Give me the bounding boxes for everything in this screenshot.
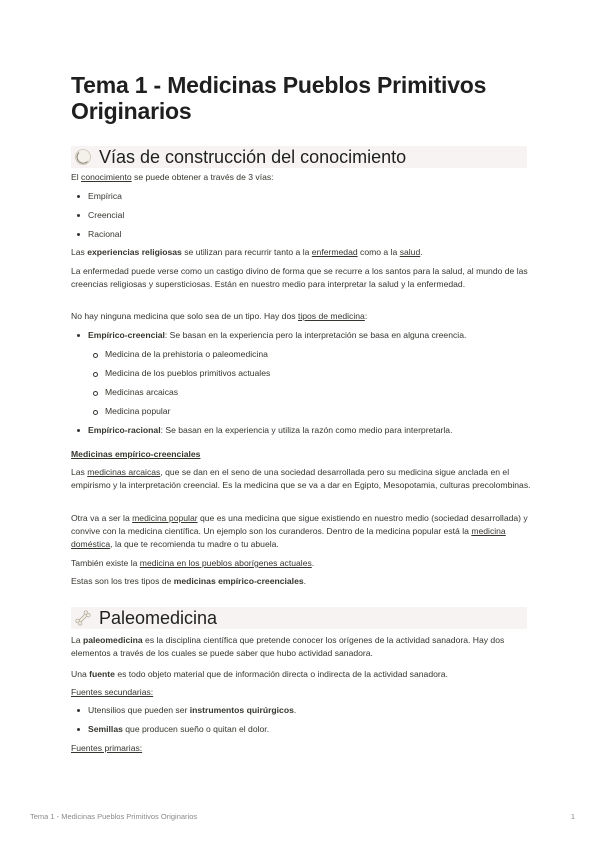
moon-crescent-icon: [73, 147, 93, 167]
paragraph: Una fuente es todo objeto material que de información directa o indirecta de la actividad sanadora.: [71, 669, 448, 679]
section-heading-paleomedicina: [71, 607, 527, 629]
list-item: Utensilios que pueden ser instrumentos quirúrgicos.: [71, 704, 531, 717]
section-heading-vias: [71, 146, 527, 168]
vias-list: [71, 190, 531, 241]
paragraph: Las medicinas arcaicas, que se dan en el seno de una sociedad desarrollada pero su medicina sigue anclada en el empirismo y la interpretación creencial. Es la medicina que se va a dar en Egipto, Mesopotamia, culturas precolombinas.: [71, 467, 531, 490]
page-number: 1: [570, 812, 575, 821]
paragraph: También existe la medicina en los pueblos aborígenes actuales.: [71, 558, 315, 568]
secundarias-list: [71, 704, 531, 736]
sub-list-item: Medicina de la prehistoria o paleomedicina: [71, 348, 531, 361]
tipos-list: [71, 329, 531, 437]
link-medicinas-arcaicas[interactable]: medicinas arcaicas: [87, 467, 161, 477]
link-enfermedad[interactable]: enfermedad: [311, 247, 358, 257]
paragraph: El conocimiento se puede obtener a través de 3 vías:: [71, 172, 274, 182]
link-tipos-de-medicina[interactable]: tipos de medicina: [297, 311, 365, 321]
link-salud[interactable]: salud: [399, 247, 421, 257]
page-title: Tema 1 - Medicinas Pueblos Primitivos Originarios: [71, 72, 487, 124]
bone-icon: [73, 608, 93, 628]
paragraph: Otra va a ser la medicina popular que es una medicina que sigue existiendo en nuestro medio (sociedad desarrollada) y convive con la medicina científica. Un ejemplo son los curanderos. Dentro de la medicina popular está la medicina doméstica, la que te recomienda tu madre o tu abuela.: [71, 513, 528, 549]
page-footer: [30, 812, 575, 821]
fuentes-primarias-label: Fuentes primarias:: [71, 743, 143, 753]
section-title: Paleomedicina: [99, 607, 218, 628]
list-item: Semillas que producen sueño o quitan el dolor.: [71, 723, 531, 736]
list-item: Empírico-racional: Se basan en la experiencia y utiliza la razón como medio para interpretarla.: [71, 424, 531, 437]
fuentes-secundarias-label: Fuentes secundarias:: [71, 687, 154, 697]
link-conocimiento[interactable]: conocimiento: [81, 172, 132, 182]
sub-list-item: Medicinas arcaicas: [71, 386, 531, 399]
paragraph: Estas son los tres tipos de medicinas empírico-creenciales.: [71, 576, 307, 586]
paragraph: La enfermedad puede verse como un castigo divino de forma que se recurre a los santos para la salud, al mundo de las creencias religiosas y supersticiosas. Están en nuestro medio para interpretar la salud y la enfermedad.: [71, 266, 528, 289]
list-item: Creencial: [71, 209, 531, 222]
paragraph: La paleomedicina es la disciplina científica que pretende conocer los orígenes de la actividad sanadora. Hay dos elementos a través de los cuales se puede saber que hubo actividad sanadora.: [71, 635, 505, 658]
list-item: Empírico-creencial: Se basan en la experiencia pero la interpretación se basa en alguna creencia.: [71, 329, 531, 342]
list-item: Racional: [71, 228, 531, 241]
list-item: Empírica: [71, 190, 531, 203]
paragraph: Las experiencias religiosas se utilizan para recurrir tanto a la enfermedad como a la salud.: [71, 247, 423, 257]
paragraph: No hay ninguna medicina que solo sea de un tipo. Hay dos tipos de medicina:: [71, 311, 368, 321]
link-medicina-popular[interactable]: medicina popular: [132, 513, 198, 523]
link-pueblos-aborigenes[interactable]: medicina en los pueblos aborígenes actuales: [139, 558, 312, 568]
sub-list-item: Medicina popular: [71, 405, 531, 418]
footer-title: Tema 1 - Medicinas Pueblos Primitivos Originarios: [30, 812, 198, 821]
section-title: Vías de construcción del conocimiento: [99, 146, 407, 167]
sub-list-item: Medicina de los pueblos primitivos actuales: [71, 367, 531, 380]
link-medicina-domestica[interactable]: medicina doméstica: [71, 526, 506, 549]
subheading: Medicinas empírico-creenciales: [71, 449, 201, 459]
